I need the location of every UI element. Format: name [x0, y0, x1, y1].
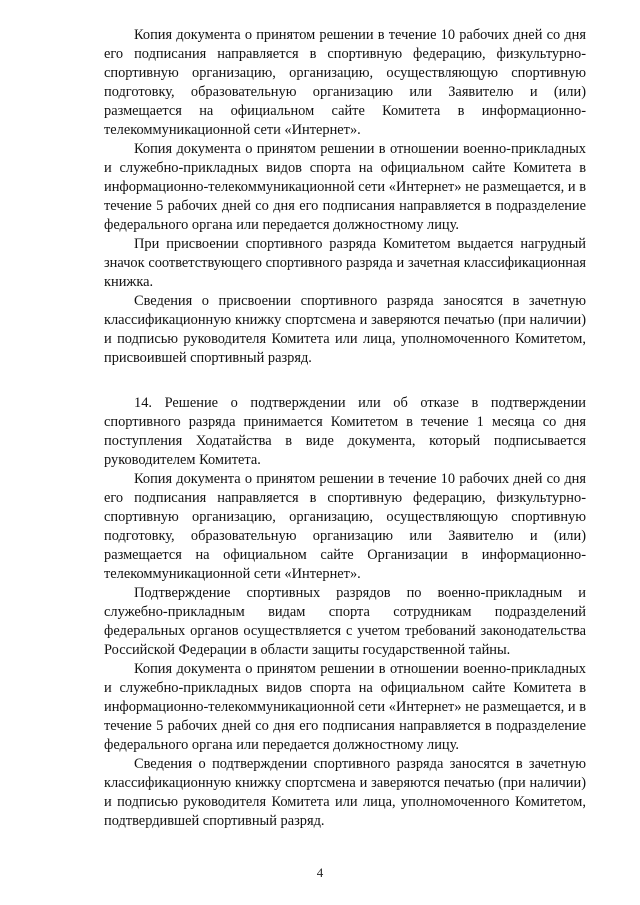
- paragraph-copy-distribution: Копия документа о принятом решении в течение 10 рабочих дней со дня его подписания направляется в спортивную федерацию, физкультурно-спортивную организацию, организацию, осуществляющую спортивную подготовку, образовательную организацию или Заявителю и (или) размещается на официальном сайте Комитета в информационно-телекоммуникационной сети «Интернет».: [104, 27, 586, 138]
- paragraph-badge-issue: При присвоении спортивного разряда Комитетом выдается нагрудный значок соответствующего спортивного разряда и зачетная классификационная книжка.: [104, 236, 586, 290]
- paragraph-military-copy: Копия документа о принятом решении в отношении военно-прикладных и служебно-прикладных видов спорта на официальном сайте Комитета в информационно-телекоммуникационной сети «Интернет» не размещается, и в течение 5 рабочих дней со дня его подписания направляется в подразделение федерального органа или передается должностному лицу.: [104, 141, 586, 233]
- paragraph-state-secrecy: Подтверждение спортивных разрядов по военно-прикладным и служебно-прикладным видам спорта сотрудникам подразделений федеральных органов осуществляется с учетом требований законодательства Российской Федерации в области защиты государственной тайны.: [104, 585, 586, 658]
- paragraph-section-14: 14. Решение о подтверждении или об отказе в подтверждении спортивного разряда принимается Комитетом в течение 1 месяца со дня поступления Ходатайства в виде документа, который подписывается руководителем Комитета.: [104, 395, 586, 468]
- paragraph-record-assignment: Сведения о присвоении спортивного разряда заносятся в зачетную классификационную книжку спортсмена и заверяются печатью (при наличии) и подписью руководителя Комитета или лица, уполномоченного Комитетом, присвоившей спортивный разряд.: [104, 293, 586, 366]
- paragraph-record-confirmation: Сведения о подтверждении спортивного разряда заносятся в зачетную классификационную книжку спортсмена и заверяются печатью (при наличии) и подписью руководителя Комитета или лица, уполномоченного Комитетом, подтвердившей спортивный разряд.: [104, 756, 586, 829]
- paragraph-military-confirmation-copy: Копия документа о принятом решении в отношении военно-прикладных и служебно-прикладных видов спорта на официальном сайте Комитета в информационно-телекоммуникационной сети «Интернет» не размещается, и в течение 5 рабочих дней со дня его подписания направляется в подразделение федерального органа или передается должностному лицу.: [104, 661, 586, 753]
- section-gap: [104, 368, 586, 394]
- document-body: [104, 26, 586, 831]
- paragraph-confirmation-copy: Копия документа о принятом решении в течение 10 рабочих дней со дня его подписания направляется в спортивную федерацию, физкультурно-спортивную организацию, организацию, осуществляющую спортивную подготовку, образовательную организацию или Заявителю и (или) размещается на официальном сайте Организации в информационно-телекоммуникационной сети «Интернет».: [104, 471, 586, 582]
- page-number: 4: [316, 865, 324, 880]
